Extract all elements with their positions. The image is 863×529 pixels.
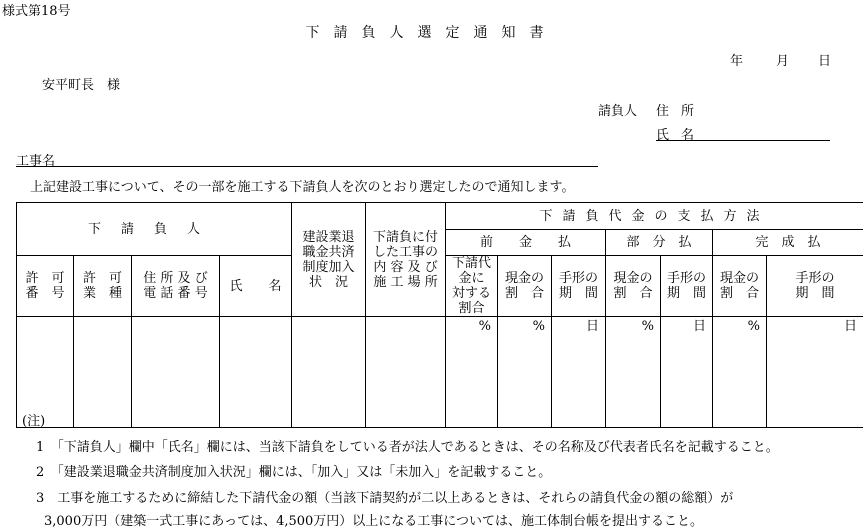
- col-permit-type: [74, 256, 132, 317]
- cell-address-phone[interactable]: [132, 317, 220, 428]
- work-name-line: [16, 166, 598, 167]
- cell-completion-cash[interactable]: %: [713, 317, 767, 428]
- work-content-header-line: した工事の: [373, 244, 439, 260]
- col-label-line: 期 間: [795, 286, 835, 301]
- partial-payment-header: 部 分 払: [606, 230, 713, 256]
- col-label-line: 下請代金に: [452, 256, 492, 286]
- col-advance-cash: [498, 256, 552, 317]
- work-name-label: 工事名: [16, 154, 56, 169]
- pension-header: [292, 203, 366, 317]
- contractor-name-label: 氏名: [656, 128, 707, 143]
- intro-text: 上記建設工事について、その一部を施工する下請負人を次のとおり選定したので通知します。: [30, 180, 575, 195]
- col-label-line: 許 可: [25, 271, 65, 286]
- col-label-line: 手形の: [667, 271, 707, 286]
- note-item-continued: 3,000万円（建築一式工事にあっては、4,500万円）以上になる工事については、施工体制台帳を提出すること。: [44, 514, 704, 529]
- work-content-header: [366, 203, 446, 317]
- col-label-line: 手形の: [795, 271, 835, 286]
- col-label-line: 現金の: [720, 271, 760, 286]
- col-label-line: 住 所 及 び: [143, 271, 208, 286]
- pension-header-line: 制度加入: [302, 259, 355, 275]
- col-label-line: 手形の: [559, 271, 599, 286]
- pension-header-line: 職金共済: [302, 244, 355, 260]
- form-number: 様式第18号: [2, 4, 71, 19]
- cell-advance-cash[interactable]: %: [498, 317, 552, 428]
- contractor-address-label: 住所: [656, 104, 707, 119]
- work-content-header-line: 施 工 場 所: [373, 274, 438, 290]
- work-content-header-line: 下請負に付: [373, 229, 439, 245]
- subcontractor-header: 下請負人: [17, 203, 292, 256]
- col-address-phone: [132, 256, 220, 317]
- col-partial-bill: [661, 256, 713, 317]
- cell-advance-ratio[interactable]: %: [446, 317, 498, 428]
- date-day-label: 日: [818, 54, 832, 69]
- completion-payment-header: 完 成 払: [713, 230, 863, 256]
- col-label-line: 番 号: [25, 286, 65, 301]
- col-permit-number: [17, 256, 74, 317]
- page-title: 下請負人選定通知書: [305, 25, 558, 41]
- cell-pension-status[interactable]: [292, 317, 366, 428]
- cell-work-content[interactable]: [366, 317, 446, 428]
- col-label-line: 現金の: [505, 271, 545, 286]
- col-label-line: 現金の: [613, 271, 653, 286]
- pension-header-line: 状 況: [309, 274, 349, 290]
- cell-completion-bill[interactable]: 日: [767, 317, 863, 428]
- note-item: 1 「下請負人」欄中「氏名」欄には、当該下請負をしている者が法人であるときは、その名称及び代表者氏名を記載すること。: [36, 440, 779, 455]
- cell-permit-type[interactable]: [74, 317, 132, 428]
- note-item: 3 工事を施工するために締結した下請代金の額（当該下請契約が二以上あるときは、それらの請負代金の額の総額）が: [36, 491, 734, 506]
- pension-header-line: 建設業退: [302, 229, 355, 245]
- col-advance-ratio: [446, 256, 498, 317]
- col-label-line: 電 話 番 号: [143, 286, 208, 301]
- cell-partial-cash[interactable]: %: [606, 317, 661, 428]
- date-year-label: 年: [730, 54, 744, 69]
- col-label-line: 割 合: [613, 286, 653, 301]
- col-label-line: 期 間: [667, 286, 707, 301]
- cell-advance-bill[interactable]: 日: [552, 317, 606, 428]
- col-advance-bill: [552, 256, 606, 317]
- cell-name[interactable]: [220, 317, 292, 428]
- col-label-line: 許 可: [82, 271, 122, 286]
- col-label-line: 期 間: [559, 286, 599, 301]
- col-partial-cash: [606, 256, 661, 317]
- col-completion-bill: [767, 256, 863, 317]
- addressee: 安平町長 様: [42, 78, 121, 93]
- col-label-line: 対する割合: [452, 286, 492, 316]
- notes-heading: (注): [22, 414, 46, 429]
- date-month-label: 月: [776, 54, 790, 69]
- col-label-line: 業 種: [82, 286, 122, 301]
- col-name: 氏 名: [220, 256, 292, 317]
- work-content-header-line: 内 容 及 び: [373, 259, 438, 275]
- cell-partial-bill[interactable]: 日: [661, 317, 713, 428]
- col-label-line: 割 合: [505, 286, 545, 301]
- note-item: 2 「建設業退職金共済制度加入状況」欄には、「加入」又は「未加入」を記載すること。: [36, 465, 552, 480]
- subcontractor-table: [16, 202, 863, 428]
- contractor-name-line: [656, 140, 830, 141]
- col-label-line: 割 合: [720, 286, 760, 301]
- payment-method-header: 下請負代金の支払方法: [446, 203, 863, 230]
- contractor-label: 請負人: [598, 104, 638, 119]
- advance-payment-header: 前 金 払: [446, 230, 606, 256]
- col-completion-cash: [713, 256, 767, 317]
